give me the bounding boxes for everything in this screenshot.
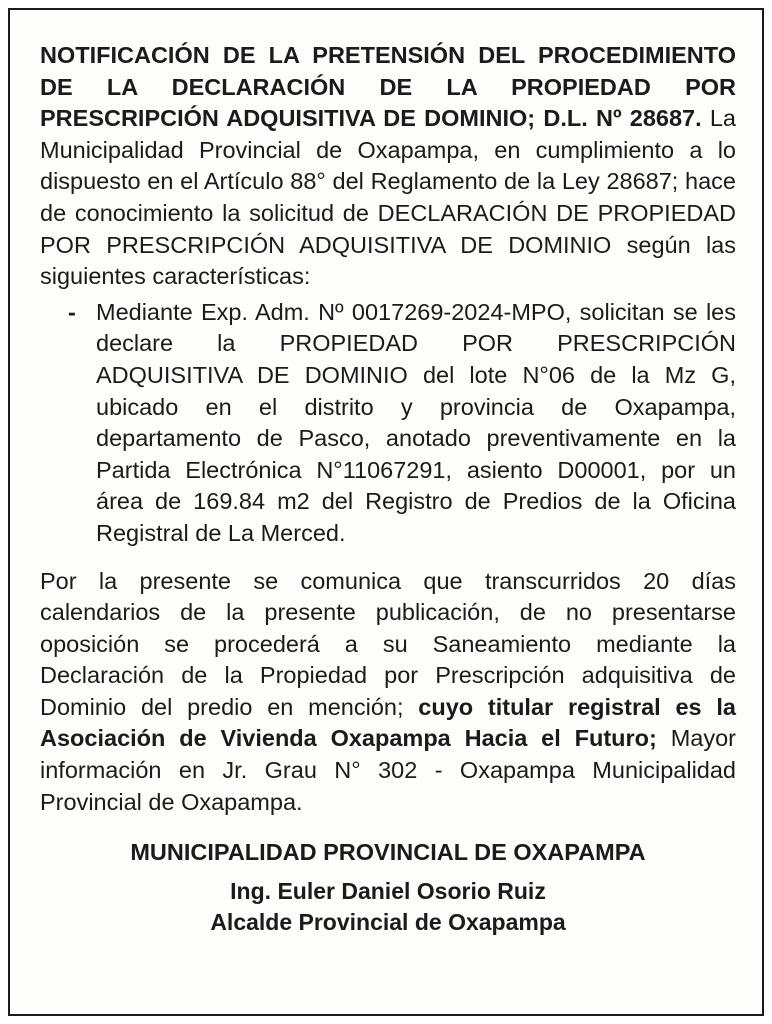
signature-organization: MUNICIPALIDAD PROVINCIAL DE OXAPAMPA bbox=[130, 839, 646, 866]
bullet-marker: - bbox=[68, 298, 76, 325]
closing-text: Por la presente se comunica que transcurridos 20 días calendarios de la presente publicación, de no presentarse oposición se procederá a su Saneamiento mediante la Declaración de la Propiedad por Prescripción adquisitiva de Dominio del predio en mención; bbox=[40, 567, 736, 720]
notice-frame bbox=[8, 8, 764, 1016]
signature-name: Ing. Euler Daniel Osorio Ruiz bbox=[230, 878, 546, 905]
closing-bold-text: cuyo titular registral es la Asociación de Vivienda Oxapampa Hacia el Futuro; bbox=[40, 693, 736, 752]
notice-intro-paragraph bbox=[40, 40, 736, 293]
notice-content bbox=[40, 40, 736, 938]
signature-title: Alcalde Provincial de Oxapampa bbox=[210, 909, 566, 936]
notice-intro-text: La Municipalidad Provincial de Oxapampa, en cumplimiento a lo dispuesto en el Artículo 88° del Reglamento de la Ley 28687; hace de conocimiento la solicitud de DECLARACIÓN DE PROPIEDAD POR PRESCRIPCIÓN ADQUISITIVA DE DOMINIO según las siguientes características: bbox=[40, 105, 737, 290]
signature-block bbox=[40, 836, 736, 938]
closing-end-text: Mayor información en Jr. Grau N° 302 - Oxapampa Municipalidad Provincial de Oxapampa. bbox=[40, 725, 736, 815]
bullet-item bbox=[40, 297, 736, 550]
bullet-text: Mediante Exp. Adm. Nº 0017269-2024-MPO, solicitan se les declare la PROPIEDAD POR PRESCRIPCIÓN ADQUISITIVA DE DOMINIO del lote N°06 de la Mz G, ubicado en el distrito y provincia de Oxapampa, departamento de Pasco, anotado preventivamente en la Partida Electrónica N°11067291, asiento D00001, por un área de 169.84 m2 del Registro de Predios de la Oficina Registral de La Merced. bbox=[96, 298, 736, 546]
notice-heading: NOTIFICACIÓN DE LA PRETENSIÓN DEL PROCEDIMIENTO DE LA DECLARACIÓN DE LA PROPIEDAD POR PRESCRIPCIÓN ADQUISITIVA DE DOMINIO; D.L. Nº 28687. bbox=[40, 42, 736, 132]
closing-paragraph bbox=[40, 566, 736, 819]
